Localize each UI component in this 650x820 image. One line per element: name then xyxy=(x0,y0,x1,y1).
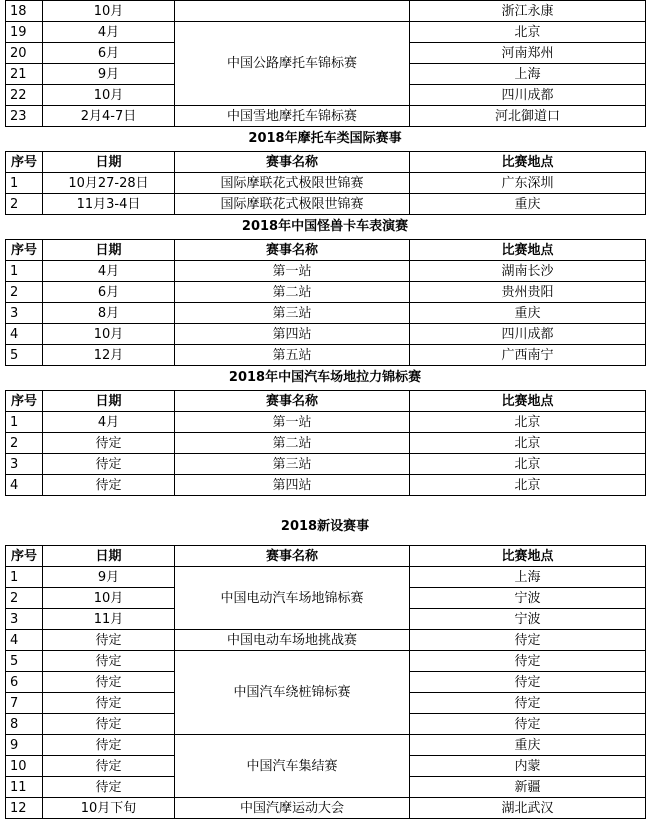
header-date: 日期 xyxy=(43,391,175,412)
spacer xyxy=(5,496,645,515)
cell-location: 上海 xyxy=(410,64,646,85)
cell-date: 待定 xyxy=(43,475,175,496)
cell-location: 宁波 xyxy=(410,609,646,630)
cell-no: 5 xyxy=(6,651,43,672)
cell-no: 1 xyxy=(6,173,43,194)
header-date: 日期 xyxy=(43,546,175,567)
cell-location: 广西南宁 xyxy=(410,345,646,366)
cell-date: 4月 xyxy=(43,22,175,43)
cell-date: 4月 xyxy=(43,412,175,433)
cell-date: 待定 xyxy=(43,756,175,777)
cell-date: 11月3-4日 xyxy=(43,194,175,215)
cell-name: 中国汽车集结赛 xyxy=(175,735,410,798)
cell-no: 2 xyxy=(6,588,43,609)
cell-name: 国际摩联花式极限世锦赛 xyxy=(175,173,410,194)
cell-name: 第五站 xyxy=(175,345,410,366)
header-date: 日期 xyxy=(43,152,175,173)
header-name: 赛事名称 xyxy=(175,391,410,412)
cell-name: 第三站 xyxy=(175,303,410,324)
cell-no: 7 xyxy=(6,693,43,714)
cell-date: 6月 xyxy=(43,282,175,303)
new-events-table xyxy=(5,545,646,819)
cell-location: 北京 xyxy=(410,475,646,496)
header-no: 序号 xyxy=(6,391,43,412)
cell-name: 中国电动汽车场地锦标赛 xyxy=(175,567,410,630)
table-row xyxy=(6,324,646,345)
header-location: 比赛地点 xyxy=(410,240,646,261)
cell-date: 10月 xyxy=(43,324,175,345)
table-row xyxy=(6,261,646,282)
cell-location: 新疆 xyxy=(410,777,646,798)
table-header-row xyxy=(6,240,646,261)
table-row xyxy=(6,303,646,324)
table-row xyxy=(6,735,646,756)
cell-name: 第二站 xyxy=(175,282,410,303)
cell-location: 重庆 xyxy=(410,194,646,215)
cell-location: 重庆 xyxy=(410,735,646,756)
cell-name: 中国雪地摩托车锦标赛 xyxy=(175,106,410,127)
cell-name: 中国汽车绕桩锦标赛 xyxy=(175,651,410,735)
cell-name: 中国电动车场地挑战赛 xyxy=(175,630,410,651)
cell-location: 四川成都 xyxy=(410,85,646,106)
cell-no: 3 xyxy=(6,454,43,475)
cell-location: 待定 xyxy=(410,651,646,672)
cell-date: 10月 xyxy=(43,85,175,106)
table-row xyxy=(6,345,646,366)
table-row xyxy=(6,475,646,496)
cell-location: 湖北武汉 xyxy=(410,798,646,819)
cell-location: 待定 xyxy=(410,693,646,714)
cell-no: 19 xyxy=(6,22,43,43)
cell-no: 6 xyxy=(6,672,43,693)
table-row xyxy=(6,798,646,819)
cell-no: 4 xyxy=(6,475,43,496)
header-no: 序号 xyxy=(6,240,43,261)
header-name: 赛事名称 xyxy=(175,152,410,173)
cell-no: 4 xyxy=(6,630,43,651)
cell-no: 10 xyxy=(6,756,43,777)
cell-date: 8月 xyxy=(43,303,175,324)
table-row xyxy=(6,106,646,127)
cell-no: 1 xyxy=(6,261,43,282)
cell-location: 湖南长沙 xyxy=(410,261,646,282)
cell-date: 待定 xyxy=(43,777,175,798)
cell-location: 内蒙 xyxy=(410,756,646,777)
continued-table xyxy=(5,0,646,127)
header-location: 比赛地点 xyxy=(410,546,646,567)
table-row xyxy=(6,454,646,475)
cell-no: 8 xyxy=(6,714,43,735)
cell-date: 11月 xyxy=(43,609,175,630)
cell-name: 第一站 xyxy=(175,412,410,433)
cell-location: 宁波 xyxy=(410,588,646,609)
cell-date: 2月4-7日 xyxy=(43,106,175,127)
header-location: 比赛地点 xyxy=(410,391,646,412)
cell-no: 23 xyxy=(6,106,43,127)
cell-no: 3 xyxy=(6,609,43,630)
cell-date: 待定 xyxy=(43,630,175,651)
cell-name: 第二站 xyxy=(175,433,410,454)
cell-location: 上海 xyxy=(410,567,646,588)
cell-date: 10月 xyxy=(43,1,175,22)
cell-no: 5 xyxy=(6,345,43,366)
table-row xyxy=(6,433,646,454)
table-row xyxy=(6,173,646,194)
schedule-document xyxy=(5,0,645,819)
section-title-intl: 2018年摩托车类国际赛事 xyxy=(248,131,402,146)
table-row xyxy=(6,282,646,303)
cell-location: 浙江永康 xyxy=(410,1,646,22)
cell-date: 9月 xyxy=(43,64,175,85)
header-no: 序号 xyxy=(6,152,43,173)
cell-date: 待定 xyxy=(43,651,175,672)
cell-location: 贵州贵阳 xyxy=(410,282,646,303)
cell-location: 北京 xyxy=(410,22,646,43)
cell-name: 第四站 xyxy=(175,324,410,345)
table-row xyxy=(6,1,646,22)
cell-location: 重庆 xyxy=(410,303,646,324)
cell-name: 第一站 xyxy=(175,261,410,282)
cell-location: 待定 xyxy=(410,630,646,651)
cell-location: 待定 xyxy=(410,672,646,693)
table-header-row xyxy=(6,546,646,567)
cell-name: 中国汽摩运动大会 xyxy=(175,798,410,819)
cell-no: 18 xyxy=(6,1,43,22)
cell-date: 待定 xyxy=(43,714,175,735)
table-row xyxy=(6,412,646,433)
table-header-row xyxy=(6,152,646,173)
cell-date: 待定 xyxy=(43,672,175,693)
cell-date: 待定 xyxy=(43,454,175,475)
cell-name-empty xyxy=(175,1,410,22)
table-row xyxy=(6,194,646,215)
cell-no: 2 xyxy=(6,194,43,215)
cell-date: 待定 xyxy=(43,433,175,454)
section-title-new: 2018新设赛事 xyxy=(280,519,370,534)
cell-date: 12月 xyxy=(43,345,175,366)
header-name: 赛事名称 xyxy=(175,240,410,261)
section-title-drag: 2018年中国汽车场地拉力锦标赛 xyxy=(228,370,422,385)
cell-no: 2 xyxy=(6,282,43,303)
cell-no: 9 xyxy=(6,735,43,756)
cell-location: 北京 xyxy=(410,433,646,454)
cell-date: 待定 xyxy=(43,735,175,756)
table-row xyxy=(6,22,646,43)
cell-no: 1 xyxy=(6,567,43,588)
cell-name: 中国公路摩托车锦标赛 xyxy=(175,22,410,106)
intl-table xyxy=(5,151,646,215)
cell-no: 2 xyxy=(6,433,43,454)
cell-no: 3 xyxy=(6,303,43,324)
cell-name: 国际摩联花式极限世锦赛 xyxy=(175,194,410,215)
cell-location: 四川成都 xyxy=(410,324,646,345)
cell-date: 6月 xyxy=(43,43,175,64)
section-title-monster: 2018年中国怪兽卡车表演赛 xyxy=(241,219,409,234)
cell-no: 21 xyxy=(6,64,43,85)
cell-no: 11 xyxy=(6,777,43,798)
cell-location: 待定 xyxy=(410,714,646,735)
cell-location: 北京 xyxy=(410,454,646,475)
cell-date: 10月下旬 xyxy=(43,798,175,819)
table-row xyxy=(6,630,646,651)
header-date: 日期 xyxy=(43,240,175,261)
cell-date: 10月27-28日 xyxy=(43,173,175,194)
table-row xyxy=(6,651,646,672)
header-name: 赛事名称 xyxy=(175,546,410,567)
cell-location: 河北御道口 xyxy=(410,106,646,127)
cell-no: 1 xyxy=(6,412,43,433)
cell-name: 第四站 xyxy=(175,475,410,496)
cell-no: 22 xyxy=(6,85,43,106)
cell-name: 第三站 xyxy=(175,454,410,475)
header-location: 比赛地点 xyxy=(410,152,646,173)
cell-date: 4月 xyxy=(43,261,175,282)
cell-no: 4 xyxy=(6,324,43,345)
header-no: 序号 xyxy=(6,546,43,567)
monster-table xyxy=(5,239,646,366)
cell-date: 待定 xyxy=(43,693,175,714)
cell-no: 12 xyxy=(6,798,43,819)
table-header-row xyxy=(6,391,646,412)
cell-date: 10月 xyxy=(43,588,175,609)
cell-location: 广东深圳 xyxy=(410,173,646,194)
cell-location: 北京 xyxy=(410,412,646,433)
table-row xyxy=(6,567,646,588)
cell-location: 河南郑州 xyxy=(410,43,646,64)
cell-no: 20 xyxy=(6,43,43,64)
drag-table xyxy=(5,390,646,496)
cell-date: 9月 xyxy=(43,567,175,588)
